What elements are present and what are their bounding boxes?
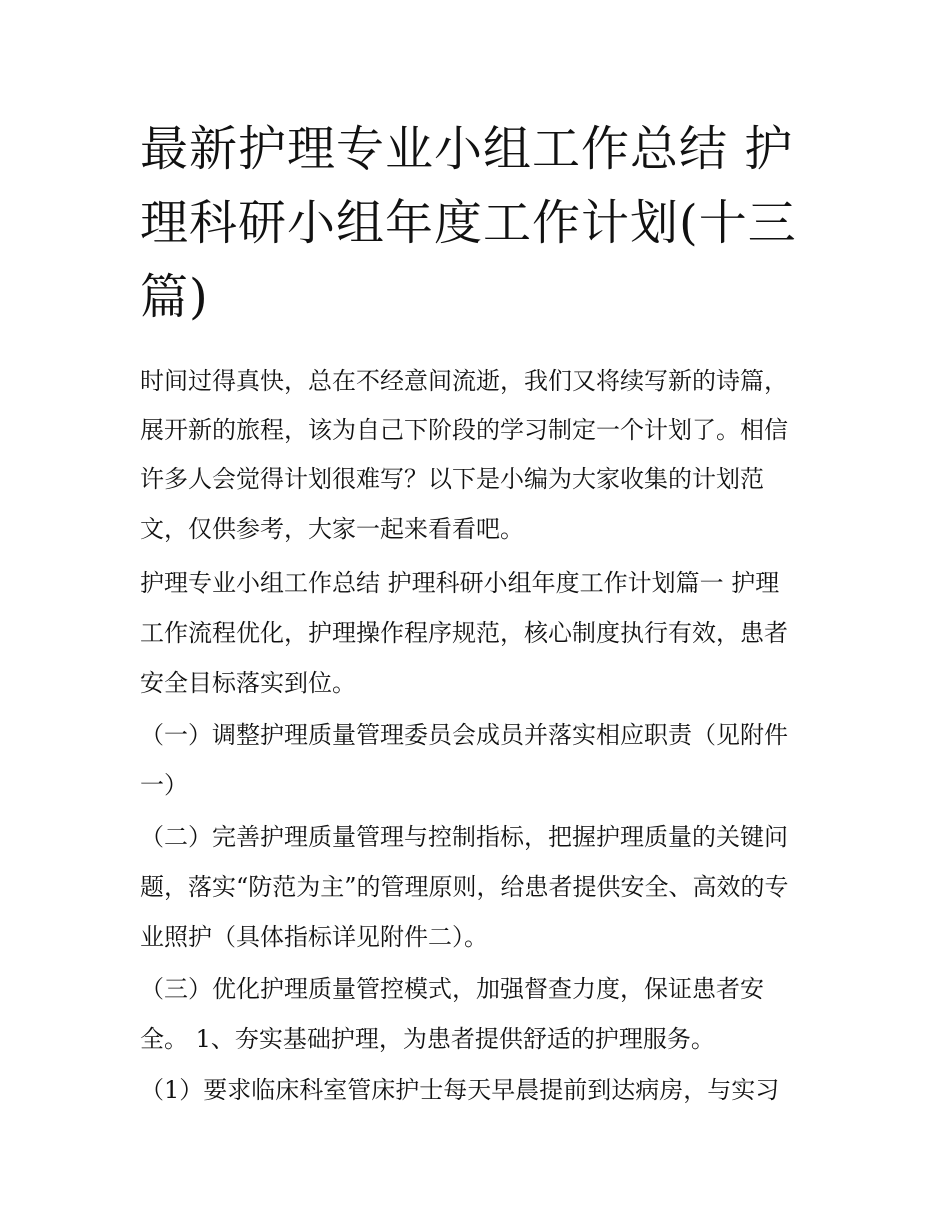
- body-line: 文，仅供参考，大家一起来看看吧。: [140, 515, 524, 543]
- body-line: 展开新的旅程，该为自己下阶段的学习制定一个计划了。相信: [140, 416, 788, 444]
- body-line: （三）优化护理质量管控模式，加强督查力度，保证患者安: [140, 975, 764, 1003]
- body-line: （一）调整护理质量管理委员会成员并落实相应职责（见附件: [140, 721, 788, 749]
- body-line: 时间过得真快，总在不经意间流逝，我们又将续写新的诗篇，: [140, 367, 788, 395]
- body-line: 一）: [140, 771, 188, 799]
- body-line: 安全目标落实到位。: [140, 669, 356, 697]
- body-line: （二）完善护理质量管理与控制指标，把握护理质量的关键问: [140, 823, 788, 851]
- body-line: 全。 1、夯实基础护理，为患者提供舒适的护理服务。: [140, 1025, 715, 1053]
- body-line: 题，落实“防范为主”的管理原则，给患者提供安全、高效的专: [140, 873, 789, 901]
- body-line: （1）要求临床科室管床护士每天早晨提前到达病房，与实习: [140, 1076, 780, 1104]
- body-line: 护理专业小组工作总结 护理科研小组年度工作计划篇一 护理: [140, 569, 780, 597]
- body-line: 业照护（具体指标详见附件二）。: [140, 923, 488, 951]
- body-line: 许多人会觉得计划很难写？以下是小编为大家收集的计划范: [140, 465, 764, 493]
- document-title: 最新护理专业小组工作总结 护理科研小组年度工作计划(十三篇): [140, 121, 797, 325]
- body-line: 工作流程优化，护理操作程序规范，核心制度执行有效，患者: [140, 619, 788, 647]
